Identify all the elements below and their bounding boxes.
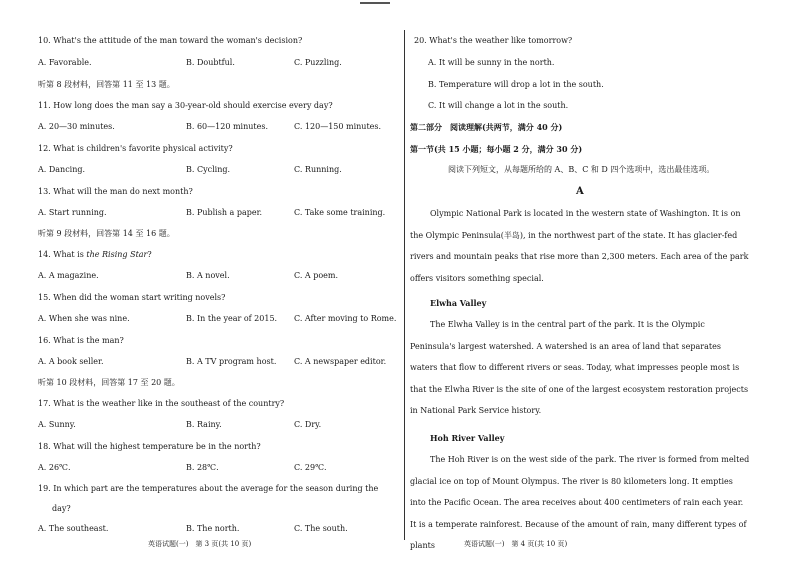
q15-option-c: C. After moving to Rome. (294, 314, 397, 323)
column-divider (404, 30, 405, 540)
q20-option-a: A. It will be sunny in the north. (428, 58, 555, 67)
question-12: 12. What is children's favorite physical activity? (38, 144, 233, 153)
q19-option-c: C. The south. (294, 524, 348, 533)
reading-instruction: 阅读下列短文，从每题所给的 A、B、C 和 D 四个选项中，选出最佳选项。 (448, 165, 715, 174)
question-15: 15. When did the woman start writing novels? (38, 293, 226, 302)
q17-option-c: C. Dry. (294, 420, 322, 429)
q14-option-a: A. A magazine. (38, 271, 99, 280)
intro-11-13: 听第 8 段材料，回答第 11 至 13 题。 (38, 80, 175, 89)
elwha-valley-heading: Elwha Valley (430, 298, 487, 308)
q19-option-a: A. The southeast. (38, 524, 109, 533)
passage-para-2: The Elwha Valley is in the central part of the park. It is the Olympic Peninsula's largest watershed. A watershed is an area of land that separates waters that flow to different rivers or seas. Today, what impresses people most is that the Elwha River is the site of one of the largest ecosystem restoration projects in National Park Service history. (410, 320, 749, 416)
q13-option-a: A. Start running. (38, 208, 107, 217)
q12-option-a: A. Dancing. (38, 165, 86, 174)
question-16: 16. What is the man? (38, 336, 124, 345)
q16-option-c: C. A newspaper editor. (294, 357, 387, 366)
q15-option-b: B. In the year of 2015. (186, 314, 278, 323)
q13-option-b: B. Publish a paper. (186, 208, 263, 217)
q18-option-c: C. 29℃. (294, 463, 327, 472)
q14-option-c: C. A poem. (294, 271, 339, 280)
q14-option-b: B. A novel. (186, 271, 230, 280)
q10-option-c: C. Puzzling. (294, 58, 342, 67)
intro-14-16: 听第 9 段材料，回答第 14 至 16 题。 (38, 229, 175, 238)
q11-option-c: C. 120—150 minutes. (294, 122, 382, 131)
q14-suffix: ? (147, 250, 152, 259)
question-10: 10. What's the attitude of the man toward the woman's decision? (38, 36, 303, 45)
q17-option-a: A. Sunny. (38, 420, 76, 429)
question-11: 11. How long does the man say a 30-year-old should exercise every day? (38, 101, 333, 110)
question-17: 17. What is the weather like in the southeast of the country? (38, 399, 285, 408)
intro-17-20: 听第 10 段材料，回答第 17 至 20 题。 (38, 378, 180, 387)
top-mark (360, 2, 390, 4)
question-20: 20. What's the weather like tomorrow? (414, 36, 573, 45)
part-two-heading: 第二部分 阅读理解(共两节，满分 40 分) (410, 122, 563, 132)
q11-option-a: A. 20—30 minutes. (38, 122, 115, 131)
q19-option-b: B. The north. (186, 524, 240, 533)
q18-option-b: B. 28℃. (186, 463, 219, 472)
q13-option-c: C. Take some training. (294, 208, 386, 217)
question-19-cont: day? (52, 504, 71, 513)
q10-option-a: A. Favorable. (38, 58, 92, 67)
q18-option-a: A. 26℃. (38, 463, 71, 472)
passage-a-heading: A (576, 186, 584, 197)
q16-option-b: B. A TV program host. (186, 357, 277, 366)
q15-option-a: A. When she was nine. (38, 314, 130, 323)
q20-option-c: C. It will change a lot in the south. (428, 101, 569, 110)
q11-option-b: B. 60—120 minutes. (186, 122, 269, 131)
question-13: 13. What will the man do next month? (38, 187, 193, 196)
question-14 (38, 250, 152, 260)
q10-option-b: B. Doubtful. (186, 58, 235, 67)
q16-option-a: A. A book seller. (38, 357, 104, 366)
section-one-heading: 第一节(共 15 小题；每小题 2 分，满分 30 分) (410, 144, 583, 154)
q14-prefix: 14. What is (38, 250, 87, 259)
passage-para-3: The Hoh River is on the west side of the park. The river is formed from melted glacial ice on top of Mount Olympus. The river is 80 kilometers long. It empties into the Pacific Ocean. The area receives about 400 centimeters of rain each year. It is a temperate rainforest. Because of the amount of rain, many different types of plants (410, 455, 750, 551)
q17-option-b: B. Rainy. (186, 420, 222, 429)
question-19: 19. In which part are the temperatures about the average for the season during the (38, 484, 379, 493)
q20-option-b: B. Temperature will drop a lot in the south. (428, 80, 604, 89)
q14-title: the Rising Star (86, 250, 148, 259)
question-18: 18. What will the highest temperature be in the north? (38, 442, 261, 451)
passage-para-1: Olympic National Park is located in the western state of Washington. It is on the Olympic Peninsula(半岛), in the northwest part of the state. It has glacier-fed rivers and mountain peaks that rise more than 2,300 meters. Each area of the park offers visitors something special. (410, 209, 749, 283)
right-page-footer: 英语试题(一) 第 4 页(共 10 页) (464, 540, 568, 548)
left-page-footer: 英语试题(一) 第 3 页(共 10 页) (148, 540, 252, 548)
hoh-valley-heading: Hoh River Valley (430, 433, 505, 443)
q12-option-c: C. Running. (294, 165, 342, 174)
q12-option-b: B. Cycling. (186, 165, 231, 174)
